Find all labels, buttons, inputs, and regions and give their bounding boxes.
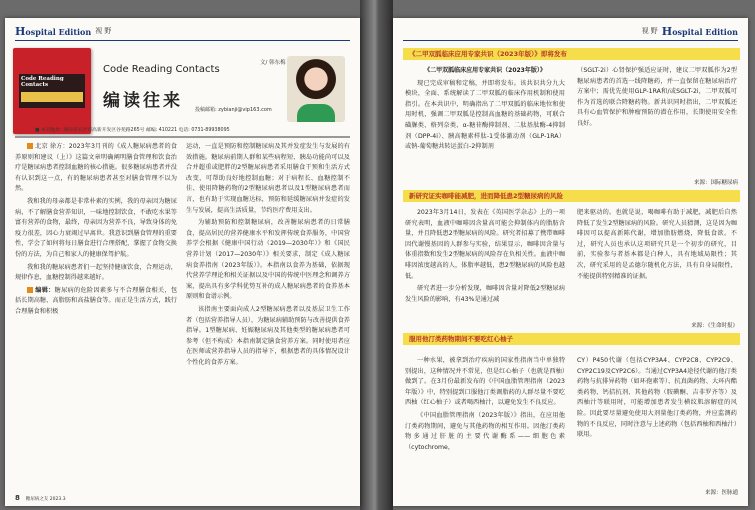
column-title-en: Code Reading Contacts bbox=[103, 64, 220, 75]
left-header-section: 视 野 bbox=[95, 27, 112, 35]
book-spine bbox=[360, 0, 393, 510]
right-page bbox=[393, 18, 748, 506]
reply-paragraph: 为辅助预防和控制糖尿病，改善糖尿病患者的日常膳食，提高居民的营养健康水平和发挥传统食养服务，中国营养学会根据《健康中国行动（2019—2030年）》和《国民营养计划（2017—2030年）》相关要求，制定《成人糖尿病食养指南（2023年版）》。本指南以食养为基础，依据现代营养学理论和相关证据以及中国的传统中医理念和调养方案，提出具有多学科优势互补的成人糖尿病患者的食养基本原则和食谱示例。 bbox=[186, 219, 350, 301]
section2-source: 来源：《生命时报》 bbox=[691, 323, 738, 329]
section2-left-col bbox=[405, 208, 565, 307]
left-column-2 bbox=[186, 142, 350, 370]
section1-text-cont: （SGLT-2i）心肾保护强适应证时，建议二甲双胍作为2型糖尿病患者的首选一线降糖药，并一直保留在糖尿病治疗方案中；需优先使用GLP-1RA和/或SGLT-2i，二甲双胍可作为首选的联合降糖药物。新共识同时指出，二甲双胍还具有心血管保护和肿瘤预防的潜在作用，长期使用安全性良好。 bbox=[577, 67, 737, 127]
cover-title: Code Reading Contacts bbox=[21, 76, 64, 88]
letter-paragraph: 北京 徐方：2023年3月刊的《成人糖尿病患者的食养原则和建议（上）》这篇文章明确阐明膳食管理和饮食治疗是糖尿病患者控制血糖的核心措施。很多糖尿病患者并没有认识到这一点，有的糖尿病患者甚至对膳食管理不以为然。 bbox=[15, 143, 177, 193]
section1-text: 现已完成审稿和定稿，并即将发布。该共识共分九大模块，全面、系统解读了二甲双胍的临床作用机制和使用指引。在本共识中，明确指出了二甲双胍的临床地位和使用时机，强调二甲双胍是控制高血糖的基础药物，可联合磺脲类、格列奈类、α-糖苷酶抑制剂、二肽基肽酶-4抑制剂（DPP-4i）、胰高糖素样肽-1受体激动剂（GLP-1RA）或钠-葡萄糖共转运蛋白-2抑制剂 bbox=[405, 79, 565, 151]
bullet-icon bbox=[27, 287, 33, 293]
section2-text: 研究者进一步分析发现，咖啡因含量对降低2型糖尿病发生风险的影响，有43%是通过减 bbox=[405, 285, 565, 303]
letter-paragraph: 我和我的母亲都是非常朴素的实例，我的母亲因为糖尿病，不了解膳食营养知识，一味地控制饮食，不敢吃水果等富有营养的食物，最终，母亲因为营养不良，导致身体的免疫力很差，因心力衰竭过早离世。我意识到膳食管理的重要性，学会了如何将每日膳食进行合理搭配，掌握了食物交换份的方法，为自己和家人的健康保驾护航。 bbox=[15, 197, 177, 258]
section2-right-col bbox=[577, 208, 737, 284]
cover-bar bbox=[21, 92, 83, 102]
reply-paragraph: 该指南主要面向成人2型糖尿病患者以及基层卫生工作者（包括营养指导人员），为糖尿病辅助预防与改善提供食养指导。1型糖尿病、妊娠糖尿病及其他类型的糖尿病患者可参考（但不构成）本指南制定膳食营养方案。同时使用者应在医师或营养指导人员的指导下，根据患者的具体情况设计个性化的食养方案。 bbox=[186, 305, 350, 366]
hospital-edition-logo: Hospital Edition bbox=[661, 24, 738, 38]
section3-text: 《中国血脂管理指南（2023年版）》指出，在应用他汀类药物期间，避免与其他药物的相互作用。因他汀类药物多通过肝脏的主要代谢酶系——细胞色素（cytochrome， bbox=[405, 411, 565, 451]
left-header bbox=[15, 24, 111, 38]
photo-shirt bbox=[297, 104, 335, 122]
editor-credit: 文/ 韩东梅 bbox=[260, 60, 286, 66]
bullet-icon bbox=[27, 143, 33, 149]
section3-right-col bbox=[577, 356, 737, 443]
section-divider bbox=[15, 136, 350, 138]
section1-source: 来源：国际糖尿病 bbox=[693, 180, 738, 186]
section1-left-col bbox=[405, 66, 565, 155]
section1-box-title: 《二甲双胍临床应用专家共识（2023年版）》 bbox=[424, 67, 546, 74]
right-header-section: 视 野 bbox=[641, 27, 658, 35]
section2-text: 2023年3月14日，发表在《英国医学杂志》上的一项研究表明，血液中咖啡因含量高可能会抑制体内的脂肪含量，并且降低患2型糖尿病的风险。研究者招募了携带咖啡因代谢慢基因的人群参与实验，结果显示，咖啡因含量与体重指数和发生2型糖尿病的风险存在负相关性。血液中咖啡因浓度越高的人，体脂率越低，患2型糖尿病的风险也越低。 bbox=[405, 209, 565, 280]
editor-photo bbox=[287, 56, 345, 122]
hospital-edition-logo: Hospital Edition bbox=[15, 24, 92, 38]
page-number: 8 糖尿病之友 2023.3 bbox=[15, 494, 66, 502]
magazine-cover-image bbox=[13, 48, 91, 134]
magazine-address: ■ 本刊地址: 湖南省长沙市高新开发区谷苑路265号 邮编: 410221 电话: 0731-89938095 bbox=[35, 128, 230, 133]
section3-left-col bbox=[405, 356, 565, 455]
left-page bbox=[5, 18, 360, 506]
column-title-cn: 编读往来 bbox=[103, 91, 183, 111]
left-header-rule bbox=[15, 40, 350, 41]
section2-title-bar: 新研究证实咖啡能减肥，进而降低患2型糖尿病的风险 bbox=[403, 190, 740, 202]
reply-label: 编辑： bbox=[35, 286, 55, 294]
reply-paragraph: 运动，一直是预防和控制糖尿病及其并发症发生与发展的有效措施。糖尿病前期人群和某些病程短、胰岛功能尚可以及合并超重或肥胖的2型糖尿病患者采用膳食干预和生活方式改变，可帮助良好地控制血糖；对于病程长、血糖控制不佳、使用降糖药物的2型糖尿病患者以及1型糖尿病患者而言，也有助于实现血糖达标，预防和延缓糖尿病并发症的发生与发展，提高生活质量，节约医疗费用支出。 bbox=[186, 143, 350, 214]
section2-text-cont: 肥来驱动的。也就是说，喝咖啡有助于减肥，减肥后自然降低了发生2型糖尿病的风险。研究人员猜测，这是因为咖啡因可以提高新陈代谢，增加脂肪燃烧，降低食欲。不过，研究人员也承认这项研究只是一个初步的研究，目前，实验参与者基本都是白种人，具有地域局限性；其次，研究采用的是孟德尔随机化方法，具有自身局限性，不能提供特别精准的证据。 bbox=[577, 209, 737, 280]
section3-text-cont: CY）P450代谢（包括CYP3A4、CYP2C8、CYP2C9、CYP2C19及CYP2C6）。当通过CYP3A4途径代谢的他汀类药物与抗排异药物（如环孢素等）、抗真菌药物、大环内酯类药物、钙拮抗剂、其他药物（胺碘酮、吉非罗齐等）及西柚汁等联用时，可能增加患者发生横纹肌溶解症的风险。因此要尽量避免使用大剂量他汀类药物，并应监测药物的不良反应，同时注意与上述药物（包括西柚和西柚汁）联用。 bbox=[577, 357, 737, 439]
section3-title-bar: 服用他汀类药物期间不要吃红心柚子 bbox=[403, 333, 740, 345]
right-header-rule bbox=[403, 40, 738, 41]
section1-title-bar: 《二甲双胍临床应用专家共识（2023年版）》即将发布 bbox=[403, 48, 740, 60]
left-column-1 bbox=[15, 142, 177, 320]
section3-text: 一种水果，被拿到治疗疾病的国家性指南当中单独特别提出，这种情况并不常见，但是红心柚子（也就是西柚）做到了。在3月份最新发布的《中国血脂管理指南（2023年版）》中，特别提到口服他汀类调脂药的人群尽量不要吃西柚（红心柚子）或者喝西柚汁，以避免发生不良反应。 bbox=[405, 357, 565, 407]
right-header bbox=[642, 24, 738, 38]
letter-paragraph: 我和我的糖尿病患者们一起坚持健康饮食，合理运动，规律作息，血糖控制得越来越好。 bbox=[15, 263, 177, 282]
section1-right-col bbox=[577, 66, 737, 132]
editor-reply: 编辑：糖尿病的危险因素多与不合理膳食相关，包括长期高糖、高脂肪和高盐膳食等。而正是生活方式，践行合理膳食和积极 bbox=[15, 286, 178, 315]
cover-title-panel bbox=[19, 74, 85, 108]
submission-email: 投稿邮箱: zybianji@vip163.com bbox=[195, 107, 272, 113]
section3-source: 来源：医脉通 bbox=[704, 490, 738, 496]
